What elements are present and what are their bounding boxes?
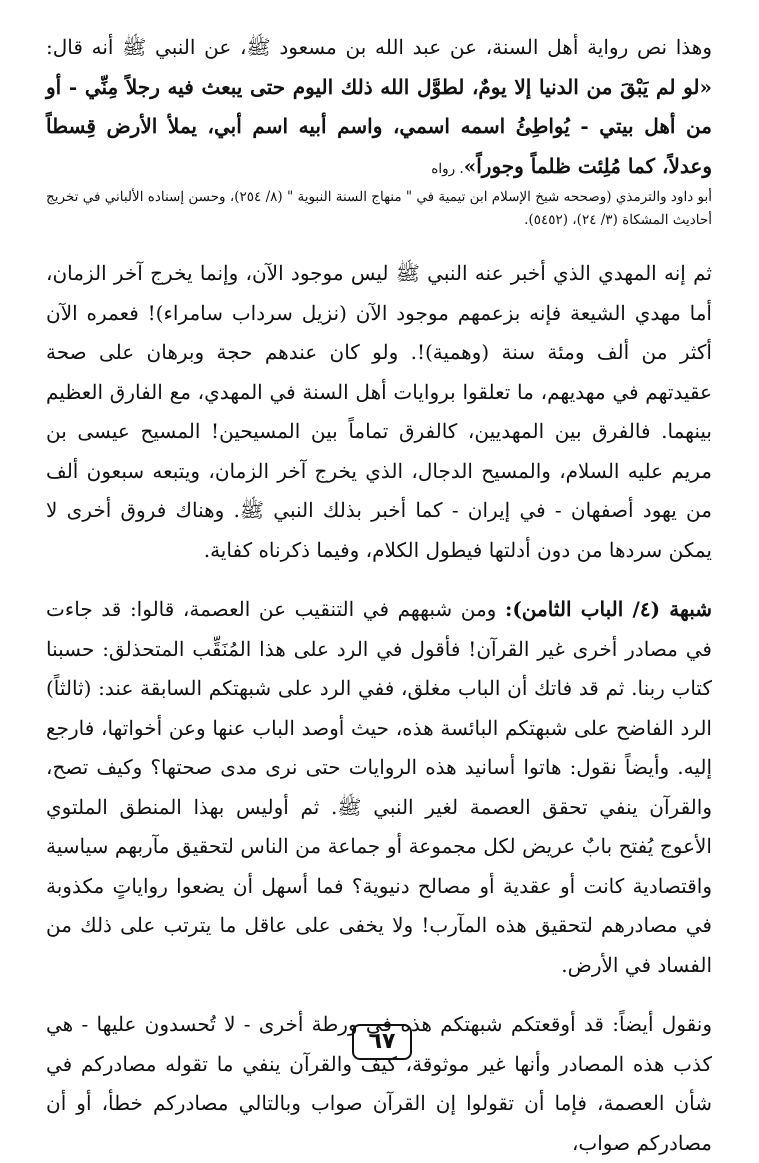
paragraph-gap — [46, 570, 712, 590]
shubha-body: ومن شبههم في التنقيب عن العصمة، قالوا: قد جاءت في مصادر أخرى غير القرآن! فأقول في الرد على هذا المُنَقِّب المتحذلق: حسبنا كتاب ربنا. ثم قد فاتك أن الباب مغلق، ففي الرد على شبهتكم السابقة عند: (ثالثاً) الرد الفاضح على شبهتكم البائسة هذه، حيث أوصد الباب عنها وعن أخواتها، فارجع إليه. وأيضاً نقول: هاتوا أسانيد هذه الروايات حتى نرى مدى صحتها؟ وكيف تصح، والقرآن ينفي تحقق العصمة لغير النبي ﷺ. ثم أوليس بهذا المنطق الملتوي الأعوج يُفتح بابٌ عريض لكل مجموعة أو جماعة من الناس لتحقيق مآربهم سياسية واقتصادية كانت أو عقدية أو مصالح دنيوية؟ فما أسهل أن يضعوا رواياتٍ مكذوبة في مصادرهم لتحقيق هذه المآرب! ولا يخفى على عاقل ما يترتب على ذلك من الفساد في الأرض. — [46, 597, 712, 977]
paragraph-gap — [46, 232, 712, 254]
page-number: ٦٧ — [352, 1024, 412, 1060]
hadith-citation-note: أبو داود والترمذي (وصححه شيخ الإسلام ابن تيمية في " منهاج السنة النبوية " (٨/ ٢٥٤)، وحسن إسناده الألباني في تخريج أحاديث المشكاة (٣/ ٢٤)، (٥٤٥٢). — [46, 189, 713, 228]
paragraph-mahdi: ثم إنه المهدي الذي أخبر عنه النبي ﷺ ليس موجود الآن، وإنما يخرج آخر الزمان، أما مهدي الشيعة فإنه بزعمهم موجود الآن (نزيل سرداب سامراء)! فعمره الآن أكثر من ألف ومئة سنة (وهمية)!. ولو كان عندهم حجة وبرهان على صحة عقيدتهم في مهديهم، ما تعلقوا بروايات أهل السنة في المهدي، مع الفارق العظيم بينهما. فالفرق بين المهديين، كالفرق تماماً بين المسيحين! المسيح عيسى بن مريم عليه السلام، والمسيح الدجال، الذي يخرج آخر الزمان، ويتبعه سبعون ألف من يهود أصفهان - في إيران - كما أخبر بذلك النبي ﷺ. وهناك فروق أخرى لا يمكن سردها من دون أدلتها فيطول الكلام، وفيما ذكرناه كفاية. — [46, 261, 712, 562]
page-body — [46, 28, 712, 1163]
paragraph-lead-text: وهذا نص رواية أهل السنة، عن عبد الله بن مسعود ﷺ، عن النبي ﷺ أنه قال: — [46, 35, 712, 59]
paragraph-shubha — [46, 590, 712, 985]
paragraph-sources: ونقول أيضاً: قد أوقعتكم شبهتكم هذه في ورطة أخرى - لا تُحسدون عليها - هي كذب هذه المصادر وأنها غير موثوقة، كيف والقرآن ينفي ما تقوله مصادركم في شأن العصمة، فإما أن تقولوا إن القرآن صواب وبالتالي مصادركم خطأ، أو أن مصادركم صواب، — [46, 1012, 712, 1155]
hadith-quote: «لو لم يَبْقَ من الدنيا إلا يومٌ، لطوَّل الله ذلك اليوم حتى يبعث فيه رجلاً مِنِّي - أو من أهل بيتي - يُواطِئُ اسمه اسمي، واسم أبيه اسم أبي، يملأ الأرض قِسطاً وعدلاً، كما مُلِئت ظلماً وجوراً» — [46, 74, 712, 178]
paragraph-gap — [46, 985, 712, 1005]
shubha-heading: شبهة (٤/ الباب الثامن): — [504, 597, 712, 621]
paragraph-hadith-ibn-masud — [46, 28, 712, 186]
citation-lead: . رواه — [431, 160, 464, 177]
